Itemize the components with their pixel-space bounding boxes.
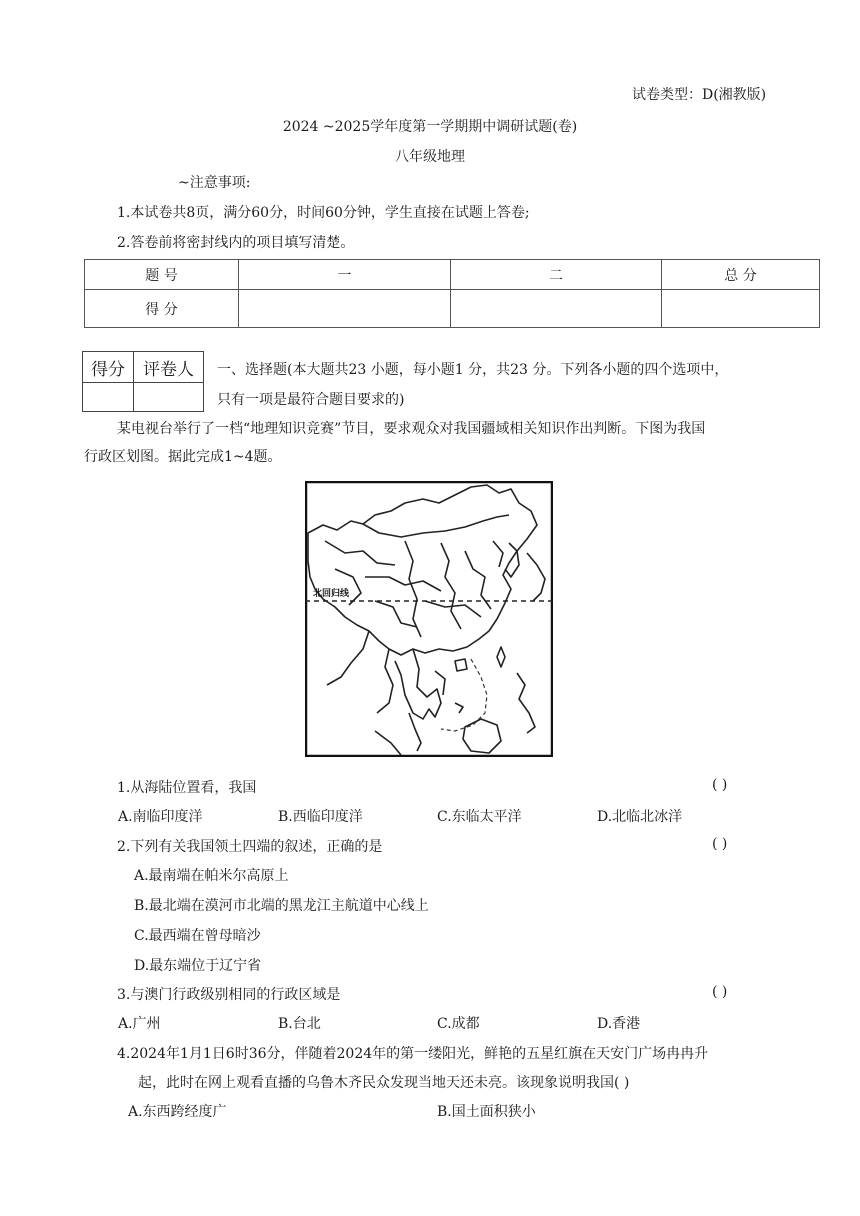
- grader-score-label: 得分: [83, 352, 134, 383]
- question-stem-cont: 起，此时在网上观看直播的乌鲁木齐民众发现当地天还未亮。该现象说明我国( ): [138, 1075, 630, 1091]
- answer-bracket[interactable]: ( ): [712, 777, 728, 793]
- map-drawing: [305, 481, 553, 757]
- exam-subject: 八年级地理: [395, 149, 465, 165]
- question-stem: 4.2024年1月1日6时36分，伴随着2024年的第一缕阳光，鲜艳的五星红旗在天安门广场冉冉升: [117, 1046, 709, 1062]
- score-table-header: 一: [239, 260, 451, 290]
- grader-label: 评卷人: [134, 352, 204, 383]
- score-table-header: 题 号: [85, 260, 239, 290]
- option[interactable]: B.最北端在漠河市北端的黑龙江主航道中心线上: [134, 898, 429, 914]
- score-cell[interactable]: [239, 290, 451, 328]
- option[interactable]: A.南临印度洋: [118, 809, 203, 825]
- score-table: [84, 259, 820, 328]
- score-table-header: 二: [451, 260, 662, 290]
- grader-score-cell[interactable]: [83, 383, 134, 412]
- option[interactable]: A.东西跨经度广: [128, 1104, 227, 1120]
- question-stem: 1.从海陆位置看，我国: [117, 780, 257, 796]
- exam-title: 2024 ~2025学年度第一学期期中调研试题(卷): [282, 119, 578, 135]
- option[interactable]: B.台北: [278, 1016, 321, 1032]
- option[interactable]: D.北临北冰洋: [597, 809, 683, 825]
- score-cell[interactable]: [451, 290, 662, 328]
- option[interactable]: C.东临太平洋: [437, 809, 522, 825]
- option[interactable]: A.广州: [118, 1016, 161, 1032]
- option[interactable]: C.成都: [437, 1016, 480, 1032]
- question-stem: 3.与澳门行政级别相同的行政区域是: [117, 987, 341, 1003]
- question-intro-cont: 行政区划图。据此完成1~4题。: [84, 449, 282, 465]
- note-item: 2.答卷前将密封线内的项目填写清楚。: [117, 235, 355, 251]
- section-heading: 一、选择题(本大题共23 小题，每小题1 分，共23 分。下列各小题的四个选项中，: [217, 362, 729, 378]
- grader-box: [82, 351, 204, 412]
- score-cell[interactable]: [662, 290, 820, 328]
- note-item: 1.本试卷共8页，满分60分，时间60分钟，学生直接在试题上答卷;: [117, 205, 530, 221]
- question-stem: 2.下列有关我国领土四端的叙述，正确的是: [117, 839, 383, 855]
- paper-type: 试卷类型：D(湘教版): [632, 87, 767, 103]
- tropic-label: 北回归线: [313, 588, 350, 598]
- option[interactable]: B.西临印度洋: [278, 809, 363, 825]
- option[interactable]: A.最南端在帕米尔高原上: [134, 868, 289, 884]
- question-intro: 某电视台举行了一档“地理知识竞赛”节目，要求观众对我国疆域相关知识作出判断。下图为我国: [117, 421, 706, 437]
- option[interactable]: D.最东端位于辽宁省: [134, 958, 262, 974]
- option[interactable]: B.国土面积狭小: [437, 1104, 536, 1120]
- option[interactable]: C.最西端在曾母暗沙: [134, 928, 261, 944]
- answer-bracket[interactable]: ( ): [712, 984, 728, 1000]
- score-row-label: 得 分: [85, 290, 239, 328]
- section-heading-cont: 只有一项是最符合题目要求的): [217, 392, 405, 408]
- score-table-header: 总 分: [662, 260, 820, 290]
- answer-bracket[interactable]: ( ): [712, 836, 728, 852]
- notes-heading: ~注意事项:: [178, 175, 251, 191]
- grader-name-cell[interactable]: [134, 383, 204, 412]
- china-admin-map: [305, 481, 553, 757]
- option[interactable]: D.香港: [597, 1016, 641, 1032]
